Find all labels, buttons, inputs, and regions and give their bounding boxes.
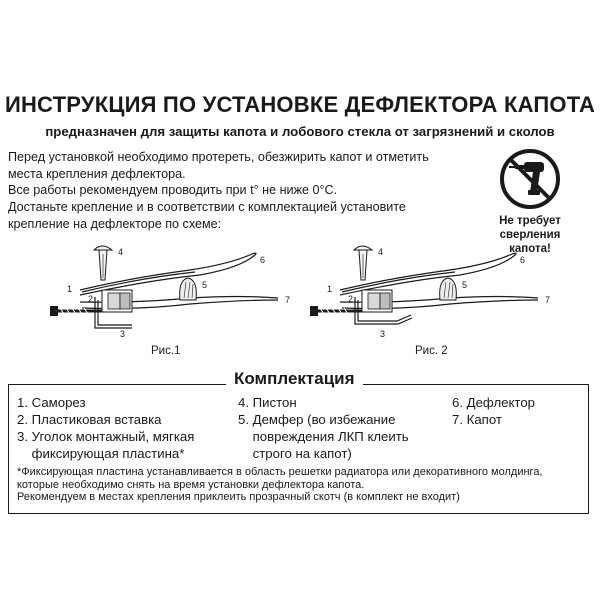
no-drill-line: Не требует [499, 215, 561, 227]
callout-1: 1 [327, 284, 333, 294]
kit-title: Комплектация [226, 369, 363, 389]
self-tapping-screw [50, 306, 102, 316]
kit-item: фиксирующая пластина* [17, 446, 185, 461]
no-drill-line: сверления капота! [499, 229, 561, 255]
kit-item: 3. Уголок монтажный, мягкая [17, 429, 195, 444]
callout-5: 5 [462, 280, 468, 290]
figure-2-diagram [300, 240, 560, 345]
figure-1-diagram [40, 240, 300, 345]
intro-line: Достаньте крепление и в соответствии с комплектацией установите [8, 200, 406, 214]
kit-column-1 [17, 394, 194, 462]
kit-item: 7. Капот [452, 412, 502, 427]
kit-footnote [17, 466, 543, 492]
kit-column-3 [452, 394, 535, 428]
callout-3: 3 [380, 329, 386, 339]
plastic-insert [102, 290, 132, 312]
damper-pad [440, 278, 457, 300]
footnote-line: которые необходимо снять на время установки дефлектора капота. [17, 479, 365, 491]
kit-item: повреждения ЛКП клеить [238, 429, 409, 444]
no-drill-icon [499, 148, 561, 210]
figure-2-label: Рис. 2 [415, 345, 448, 357]
footnote-line: *Фиксирующая пластина устанавливается в область решетки радиатора или декоративного молдинга, [17, 466, 543, 478]
kit-column-2 [238, 394, 409, 462]
callout-7: 7 [285, 295, 291, 305]
kit-item: строго на капот) [238, 446, 352, 461]
callout-4: 4 [118, 247, 124, 257]
damper-pad [180, 278, 197, 300]
self-tapping-screw [310, 306, 362, 316]
callout-2: 2 [88, 294, 94, 304]
page-title: ИНСТРУКЦИЯ ПО УСТАНОВКЕ ДЕФЛЕКТОРА КАПОТА [4, 92, 596, 117]
plastic-insert [362, 290, 392, 312]
intro-line: места крепления дефлектора. [8, 166, 186, 181]
figure-1-label: Рис.1 [151, 345, 181, 357]
intro-paragraph-2 [8, 182, 458, 199]
callout-5: 5 [202, 280, 208, 290]
callout-7: 7 [545, 295, 551, 305]
intro-paragraph-3 [8, 199, 458, 232]
kit-recommendation: Рекомендуем в местах крепления приклеить прозрачный скотч (в комплект не входит) [17, 491, 460, 503]
kit-item: 2. Пластиковая вставка [17, 412, 162, 427]
page-subtitle: предназначен для защиты капота и лобового стекла от загрязнений и сколов [45, 124, 555, 139]
callout-6: 6 [520, 255, 526, 265]
piston-clip [354, 246, 372, 280]
kit-item: 4. Пистон [238, 395, 297, 410]
intro-line: крепление на дефлекторе по схеме: [8, 216, 222, 231]
intro-paragraph-1 [8, 149, 458, 182]
kit-item: 1. Саморез [17, 395, 86, 410]
piston-clip [94, 246, 112, 280]
callout-4: 4 [378, 247, 384, 257]
callout-1: 1 [67, 284, 73, 294]
intro-line: Все работы рекомендуем проводить при t° не ниже 0°С. [8, 183, 338, 197]
callout-2: 2 [348, 294, 354, 304]
kit-item: 6. Дефлектор [452, 395, 535, 410]
callout-6: 6 [260, 255, 266, 265]
callout-3: 3 [120, 329, 126, 339]
intro-line: Перед установкой необходимо протереть, обезжирить капот и отметить [8, 150, 429, 164]
kit-item: 5. Демфер (во избежание [238, 412, 396, 427]
